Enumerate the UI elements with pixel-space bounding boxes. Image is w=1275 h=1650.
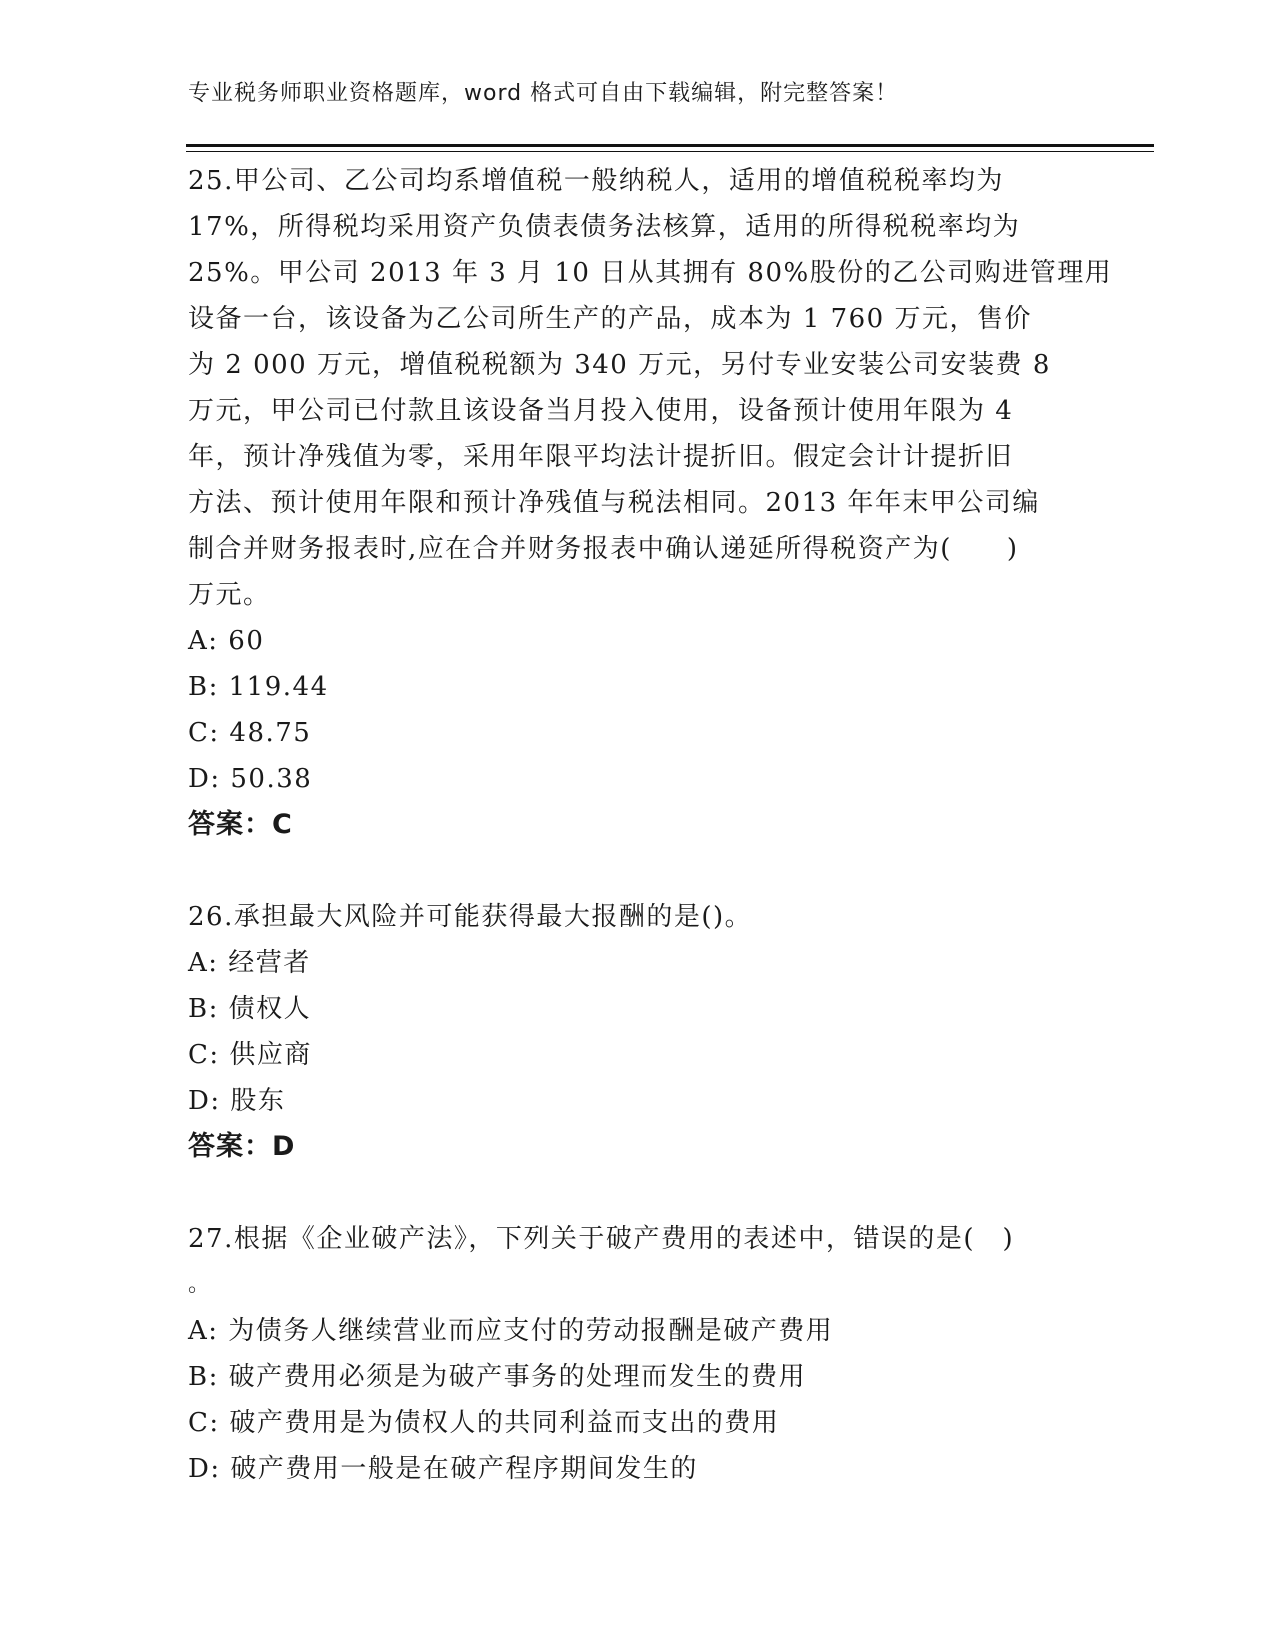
question-27 — [188, 1216, 1088, 1492]
header-note: 专业税务师职业资格题库，word 格式可自由下载编辑，附完整答案！ — [188, 81, 899, 106]
option-d: D: 破产费用一般是在破产程序期间发生的 — [188, 1454, 698, 1484]
header-rule-thick — [186, 144, 1154, 147]
question-text-line: 万元。 — [188, 580, 271, 610]
question-26 — [188, 894, 1088, 1170]
question-text-line: 26.承担最大风险并可能获得最大报酬的是()。 — [188, 902, 753, 932]
option-b: B: 债权人 — [188, 994, 312, 1024]
answer-label: 答案：C — [188, 809, 293, 840]
question-text-line: 为 2 000 万元，增值税税额为 340 万元，另付专业安装公司安装费 8 — [188, 350, 1051, 380]
option-a: A: 60 — [188, 626, 265, 656]
option-c: C: 供应商 — [188, 1040, 312, 1070]
answer-label: 答案：D — [188, 1131, 296, 1162]
question-text-line: 制合并财务报表时,应在合并财务报表中确认递延所得税资产为( ) — [188, 534, 1019, 564]
spacer — [188, 1170, 1088, 1216]
option-d: D: 50.38 — [188, 764, 313, 794]
question-text-line: 年，预计净残值为零，采用年限平均法计提折旧。假定会计计提折旧 — [188, 442, 1014, 472]
question-text-line: 万元，甲公司已付款且该设备当月投入使用，设备预计使用年限为 4 — [188, 396, 1014, 426]
question-text-line: 设备一台，该设备为乙公司所生产的产品，成本为 1 760 万元，售价 — [188, 304, 1032, 334]
question-text-line: 27.根据《企业破产法》，下列关于破产费用的表述中，错误的是( ) — [188, 1224, 1015, 1254]
question-text-line: 。 — [188, 1272, 212, 1297]
option-a: A: 经营者 — [188, 948, 311, 978]
option-b: B: 119.44 — [188, 672, 329, 702]
question-25 — [188, 158, 1113, 848]
option-b: B: 破产费用必须是为破产事务的处理而发生的费用 — [188, 1362, 807, 1392]
option-c: C: 48.75 — [188, 718, 312, 748]
option-d: D: 股东 — [188, 1086, 286, 1116]
question-content — [188, 158, 1113, 1492]
question-text-line: 25.甲公司、乙公司均系增值税一般纳税人，适用的增值税税率均为 — [188, 166, 1004, 196]
option-a: A: 为债务人继续营业而应支付的劳动报酬是破产费用 — [188, 1316, 834, 1346]
question-text-line: 25%。甲公司 2013 年 3 月 10 日从其拥有 80%股份的乙公司购进管理用 — [188, 258, 1113, 288]
question-text-line: 方法、预计使用年限和预计净残值与税法相同。2013 年年末甲公司编 — [188, 488, 1040, 518]
option-c: C: 破产费用是为债权人的共同利益而支出的费用 — [188, 1408, 780, 1438]
question-text-line: 17%，所得税均采用资产负债表债务法核算，适用的所得税税率均为 — [188, 212, 1021, 242]
spacer — [188, 848, 1088, 894]
header-rule-thin — [186, 151, 1154, 152]
